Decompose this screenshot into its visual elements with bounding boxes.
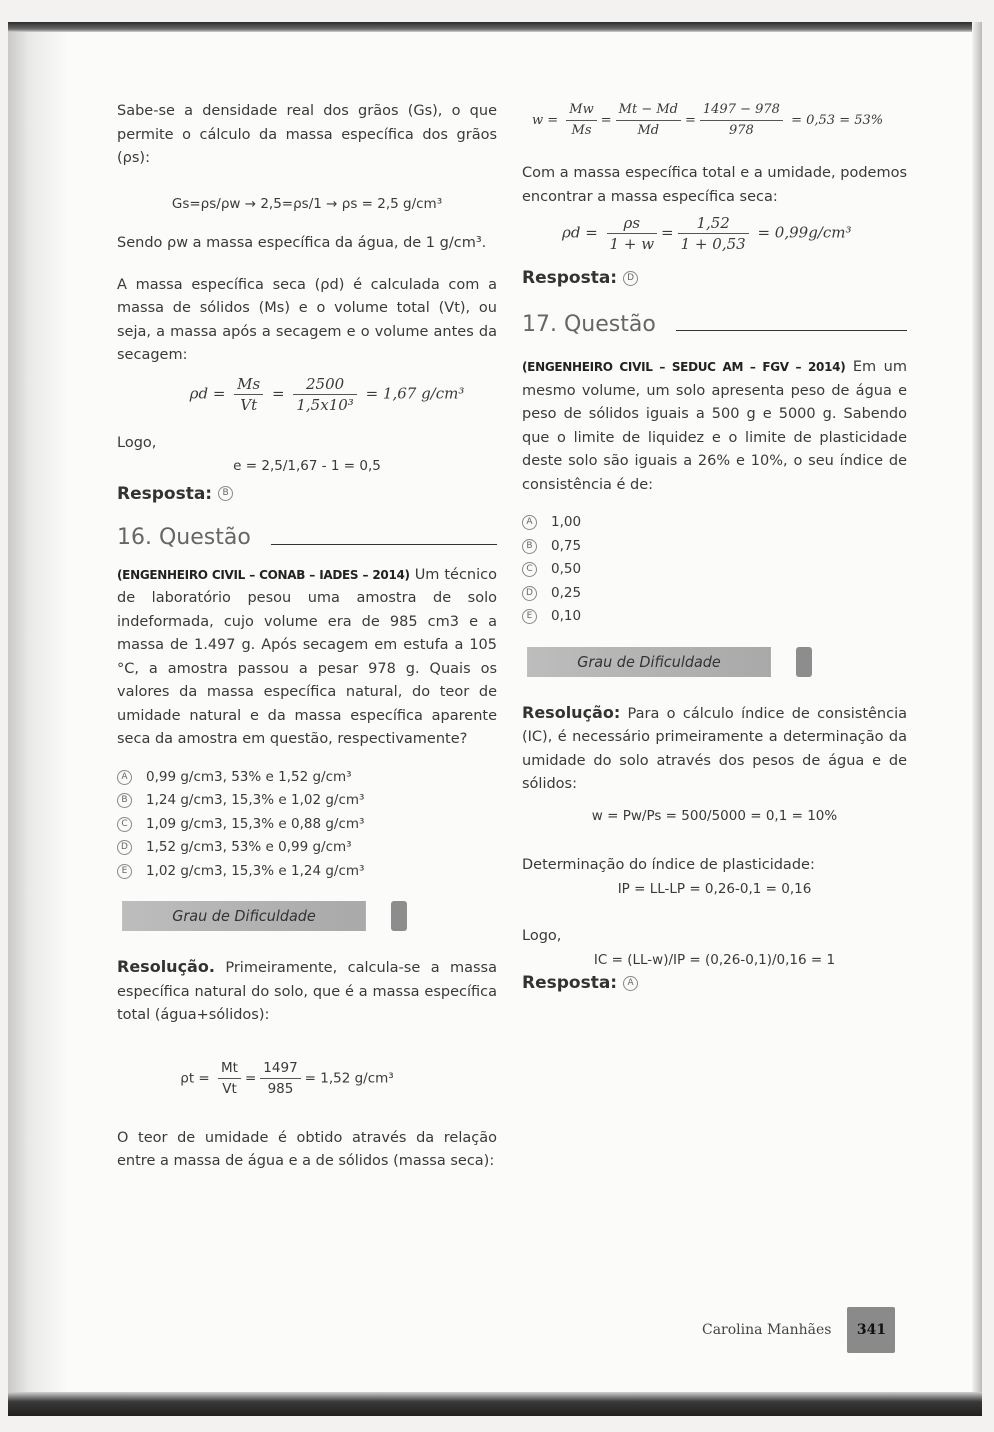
option-text: 0,50 <box>551 561 582 577</box>
numerator: Mt − Md <box>616 100 681 121</box>
option-d[interactable] <box>522 582 907 606</box>
option-e[interactable] <box>117 860 497 884</box>
numerator: Ms <box>234 374 263 395</box>
page-binding-shadow <box>8 22 68 1414</box>
fraction <box>700 100 783 141</box>
option-letter-badge: C <box>117 817 132 832</box>
question-title: 17. Questão <box>522 311 656 337</box>
numerator: 2500 <box>293 374 356 395</box>
answer-label: Resposta: <box>522 268 618 288</box>
question-16-options <box>117 766 497 884</box>
option-text: 1,52 g/cm3, 53% e 0,99 g/cm³ <box>146 839 352 855</box>
formula-lhs: ρd = <box>562 223 598 242</box>
denominator: 1 + 0,53 <box>680 235 746 253</box>
formula-rhs: = 1,67 g/cm³ <box>365 384 465 402</box>
option-text: 1,24 g/cm3, 15,3% e 1,02 g/cm³ <box>146 792 365 808</box>
option-letter-badge: D <box>522 586 537 601</box>
difficulty-bar-q16 <box>117 901 497 931</box>
option-b[interactable] <box>522 535 907 559</box>
option-text: 0,75 <box>551 537 582 554</box>
formula-e: e = 2,5/1,67 - 1 = 0,5 <box>233 458 381 474</box>
numerator: 1497 − 978 <box>700 100 783 121</box>
author-name: Carolina Manhães <box>702 1322 832 1338</box>
answer-letter-badge: D <box>623 271 638 286</box>
logo-label: Logo, <box>522 928 562 944</box>
formula-rho-s: Gs=ρs/ρw → 2,5=ρs/1 → ρs = 2,5 g/cm³ <box>171 195 443 212</box>
numerator: ρs <box>607 213 658 234</box>
answer-q16 <box>522 267 907 291</box>
option-e[interactable] <box>522 605 907 629</box>
difficulty-marker <box>391 901 407 931</box>
option-letter-badge: C <box>522 562 537 577</box>
denominator: Vt <box>222 1080 237 1097</box>
denominator: 1 + w <box>609 235 655 253</box>
resolution-label: Resolução. <box>117 957 215 976</box>
option-a[interactable] <box>117 766 497 790</box>
top-edge <box>8 22 982 32</box>
option-letter-badge: E <box>117 864 132 879</box>
formula-rhs: = 0,53 = 53% <box>791 113 884 128</box>
denominator: Ms <box>571 123 592 138</box>
difficulty-marker <box>796 647 812 677</box>
bottom-edge <box>8 1392 982 1416</box>
formula-rho-d-2: ρd = $\frac{\rho s}{1 + w}$ = $\frac{1,52}{1 + 0,53}$ = 0,99g/cm³ <box>562 214 852 253</box>
numerator: Mw <box>566 100 596 121</box>
denominator: 1,5x10³ <box>296 395 354 414</box>
formula-rhs: = 1,52 g/cm³ <box>304 1070 394 1086</box>
heading-rule <box>271 544 497 545</box>
resolution-text: Para o cálculo índice de consistência (IC), é necessário primeiramente a determinação da umidade do solo através dos pesos de água e de sólidos: <box>522 705 908 792</box>
equals-sign: = <box>244 1070 257 1086</box>
option-letter-badge: B <box>117 793 132 808</box>
resolution-q17 <box>522 701 907 797</box>
difficulty-bar-q17 <box>522 647 907 677</box>
logo-label: Logo, <box>117 434 157 451</box>
fraction <box>566 100 596 141</box>
resolution-q16 <box>117 955 497 1028</box>
answer-letter-badge: B <box>218 486 233 501</box>
heading-rule <box>676 330 907 331</box>
paragraph-plasticidade: Determinação do índice de plasticidade: <box>522 857 815 873</box>
question-body: Em um mesmo volume, um solo apresenta peso de água e peso de sólidos iguais a 500 g e 5000 g. Sabendo que o limite de liquidez e o limite de plasticidade deste solo são iguais a 26% e 10%, o seu índice de consistência é de: <box>522 359 907 493</box>
page-number: 341 <box>847 1307 895 1353</box>
denominator: Md <box>637 123 660 138</box>
option-text: 0,25 <box>551 584 582 601</box>
option-a[interactable] <box>522 511 907 535</box>
option-c[interactable] <box>522 558 907 582</box>
question-16-heading <box>117 526 497 550</box>
numerator: Mt <box>218 1058 241 1079</box>
formula-rhs: = 0,99g/cm³ <box>757 223 852 242</box>
resolution-label: Resolução: <box>522 702 621 722</box>
question-body: Um técnico de laboratório pesou uma amostra de solo indeformada, cujo volume era de 985 cm3 e a massa de 1.497 g. Após secagem em estufa a 105 °C, a amostra passou a pesar 978 g. Quais os valores da massa específica natural, do teor de umidade natural e da massa específica aparente seca da amostra em questão, respectivamente? <box>117 566 497 747</box>
formula-rho-d <box>157 374 497 426</box>
option-d[interactable] <box>117 836 497 860</box>
denominator: 985 <box>267 1080 294 1097</box>
fraction <box>616 100 681 141</box>
question-source: (ENGENHEIRO CIVIL – CONAB – IADES – 2014) <box>117 567 410 582</box>
formula-rho-t <box>77 1058 497 1099</box>
left-column <box>117 100 497 1174</box>
question-17-text <box>522 356 907 497</box>
numerator: 1,52 <box>678 213 749 234</box>
formula-ip: IP = LL-LP = 0,26-0,1 = 0,16 <box>617 880 812 897</box>
fraction <box>293 374 356 415</box>
option-text: 1,09 g/cm3, 15,3% e 0,88 g/cm³ <box>146 815 365 832</box>
formula-lhs: w = <box>532 113 559 128</box>
fraction <box>678 213 749 254</box>
formula-w-2: w = Pw/Ps = 500/5000 = 0,1 = 10% <box>591 807 838 824</box>
option-text: 0,10 <box>551 608 582 624</box>
paragraph-rho-w: Sendo ρw a massa específica da água, de 1 g/cm³. <box>117 235 487 251</box>
question-17-heading <box>522 313 907 337</box>
answer-q17 <box>522 972 907 996</box>
fraction <box>218 1058 241 1099</box>
formula-lhs: ρd = <box>189 384 226 402</box>
resolution-text: Primeiramente, calcula-se a massa específica natural do solo, que é a massa específica total (água+sólidos): <box>117 960 497 1023</box>
answer-label: Resposta: <box>117 483 213 504</box>
question-title: 16. Questão <box>117 525 251 550</box>
denominator: Vt <box>240 395 258 414</box>
numerator: 1497 <box>260 1058 300 1079</box>
option-letter-badge: E <box>522 609 537 624</box>
formula-lhs: ρt = <box>180 1070 215 1086</box>
paragraph-massa-seca: A massa específica seca (ρd) é calculada com a massa de sólidos (Ms) e o volume total (Vt), ou seja, a massa após a secagem e o volume antes da secagem: <box>117 276 497 363</box>
fraction <box>234 374 263 415</box>
page-footer <box>702 1307 895 1353</box>
option-text: 0,99 g/cm3, 53% e 1,52 g/cm³ <box>146 768 352 785</box>
difficulty-label: Grau de Dificuldade <box>122 901 366 931</box>
answer-q15 <box>117 483 497 507</box>
option-b[interactable] <box>117 789 497 813</box>
option-letter-badge: A <box>117 770 132 785</box>
equals-sign: = <box>272 384 285 402</box>
difficulty-label: Grau de Dificuldade <box>527 647 771 677</box>
formula-w: w = $\frac{Mw}{Ms}$ = $\frac{Mt - Md}{Md}$ = $\frac{1497 - 978}{978}$ = 0,53 = 53% <box>532 100 907 162</box>
fraction <box>260 1058 300 1099</box>
answer-label: Resposta: <box>522 973 618 993</box>
right-edge <box>972 22 982 1414</box>
paragraph-massa-seca-2: Com a massa específica total e a umidade, podemos encontrar a massa específica seca: <box>522 165 907 205</box>
option-letter-badge: B <box>522 539 537 554</box>
question-16-text <box>117 564 497 752</box>
answer-letter-badge: A <box>623 976 638 991</box>
question-source: (ENGENHEIRO CIVIL – SEDUC AM – FGV – 2014) <box>522 360 846 374</box>
formula-ic: IC = (LL-w)/IP = (0,26-0,1)/0,16 = 1 <box>593 951 836 968</box>
option-letter-badge: D <box>117 840 132 855</box>
paragraph-teor-umidade: O teor de umidade é obtido através da relação entre a massa de água e a de sólidos (massa seca): <box>117 1129 497 1169</box>
fraction <box>607 213 658 254</box>
denominator: 978 <box>729 123 754 138</box>
right-column <box>522 100 907 996</box>
option-c[interactable] <box>117 813 497 837</box>
paragraph-densidade: Sabe-se a densidade real dos grãos (Gs), o que permite o cálculo da massa específica dos grãos (ρs): <box>117 103 497 166</box>
option-letter-badge: A <box>522 515 537 530</box>
option-text: 1,00 <box>551 514 582 530</box>
question-17-options <box>522 511 907 629</box>
option-text: 1,02 g/cm3, 15,3% e 1,24 g/cm³ <box>146 862 365 879</box>
